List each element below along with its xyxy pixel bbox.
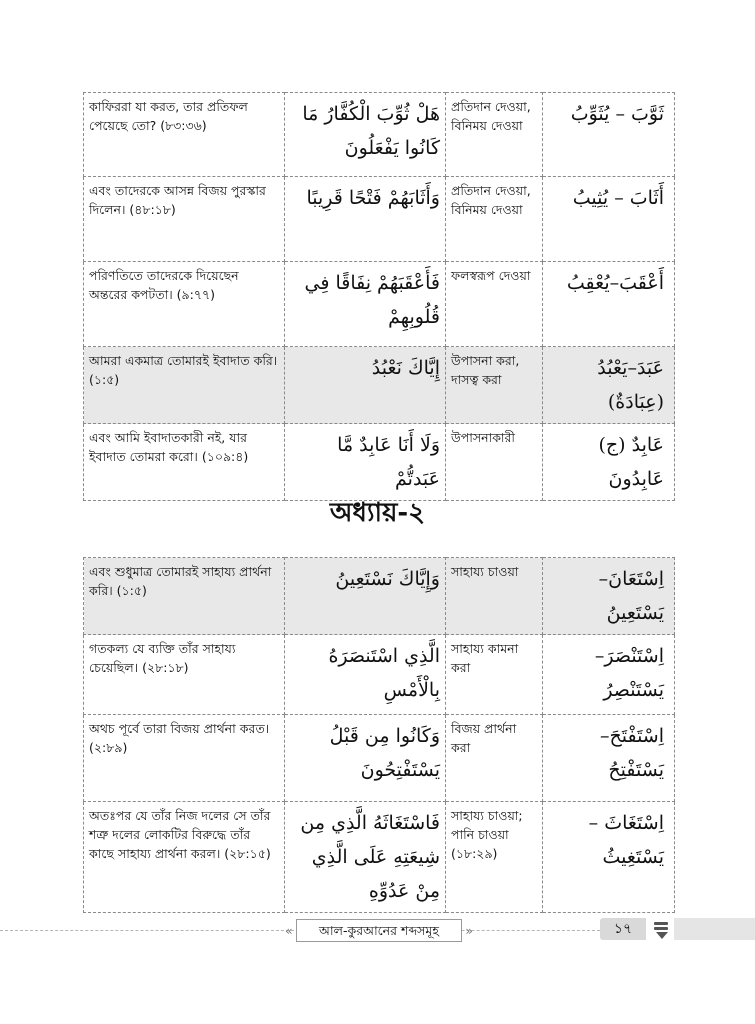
bangla-translation: আমরা একমাত্র তোমারই ইবাদাত করি। (১:৫)	[84, 347, 285, 424]
bangla-translation: অথচ পূর্বে তারা বিজয় প্রার্থনা করত। (২:৮৯)	[84, 715, 285, 802]
arabic-word: ثَوَّبَ – يُثَوِّبُ	[543, 93, 675, 177]
vocabulary-table-1	[83, 92, 675, 501]
arabic-word: اِسْتَغَاثَ – يَسْتَغِيثُ	[543, 802, 675, 913]
bangla-translation: অতঃপর যে তাঁর নিজ দলের সে তাঁর শত্রু দলের লোকটির বিরুদ্ধে তাঁর কাছে সাহায্য প্রার্থনা করল। (২৮:১৫)	[84, 802, 285, 913]
table-row	[84, 177, 675, 262]
page-number: ১৭	[600, 918, 646, 940]
arabic-verse: فَاسْتَغَاثَهُ الَّذِي مِن شِيعَتِهِ عَلَى الَّذِي مِنْ عَدُوِّهِ	[285, 802, 446, 913]
word-meaning: ফলস্বরূপ দেওয়া	[446, 262, 543, 347]
word-meaning: প্রতিদান দেওয়া, বিনিময় দেওয়া	[446, 93, 543, 177]
arabic-verse: إِيَّاكَ نَعْبُدُ	[285, 347, 446, 424]
arabic-word: اِسْتَعَانَ–يَسْتَعِينُ	[543, 558, 675, 635]
footer-band	[674, 918, 755, 940]
bangla-translation: গতকল্য যে ব্যক্তি তাঁর সাহায্য চেয়েছিল। (২৮:১৮)	[84, 635, 285, 715]
table-row	[84, 262, 675, 347]
arabic-word: أَثَابَ – يُثِيبُ	[543, 177, 675, 262]
table-row	[84, 802, 675, 913]
bangla-translation: এবং আমি ইবাদাতকারী নই, যার ইবাদাত তোমরা করো। (১০৯:৪)	[84, 424, 285, 501]
bangla-translation: পরিণতিতে তাদেরকে দিয়েছেন অন্তরের কপটতা। (৯:৭৭)	[84, 262, 285, 347]
word-meaning: সাহায্য কামনা করা	[446, 635, 543, 715]
book-icon	[652, 918, 672, 940]
arabic-verse: هَلْ ثُوِّبَ الْكُفَّارُ مَا كَانُوا يَفْعَلُونَ	[285, 93, 446, 177]
arabic-word: اِسْتَفْتَحَ–يَسْتَفْتِحُ	[543, 715, 675, 802]
bangla-translation: এবং তাদেরকে আসন্ন বিজয় পুরস্কার দিলেন। (৪৮:১৮)	[84, 177, 285, 262]
word-meaning: সাহায্য চাওয়া; পানি চাওয়া (১৮:২৯)	[446, 802, 543, 913]
arabic-word: عَابِدٌ (ج) عَابِدُونَ	[543, 424, 675, 501]
arabic-verse: وَكَانُوا مِن قَبْلُ يَسْتَفْتِحُونَ	[285, 715, 446, 802]
arabic-word: عَبَدَ–يَعْبُدُ (عِبَادَةٌ)	[543, 347, 675, 424]
table-row	[84, 715, 675, 802]
vocabulary-table-2	[83, 557, 675, 913]
word-meaning: প্রতিদান দেওয়া, বিনিময় দেওয়া	[446, 177, 543, 262]
arabic-verse: وَلَا أَنَا عَابِدٌ مَّا عَبَدتُّمْ	[285, 424, 446, 501]
arabic-word: اِسْتَنْصَرَ–يَسْتَنْصِرُ	[543, 635, 675, 715]
arabic-verse: فَأَعْقَبَهُمْ نِفَاقًا فِي قُلُوبِهِمْ	[285, 262, 446, 347]
table-row	[84, 347, 675, 424]
table-row	[84, 635, 675, 715]
table-row	[84, 558, 675, 635]
bangla-translation: এবং শুধুমাত্র তোমারই সাহায্য প্রার্থনা করি। (১:৫)	[84, 558, 285, 635]
table-row	[84, 93, 675, 177]
arabic-verse: وَإِيَّاكَ نَسْتَعِينُ	[285, 558, 446, 635]
arabic-verse: الَّذِي اسْتَنصَرَهُ بِالْأَمْسِ	[285, 635, 446, 715]
chapter-title: অধ্যায়-২	[329, 498, 426, 528]
word-meaning: বিজয় প্রার্থনা করা	[446, 715, 543, 802]
word-meaning: উপাসনা করা, দাসত্ব করা	[446, 347, 543, 424]
bangla-translation: কাফিররা যা করত, তার প্রতিফল পেয়েছে তো? (৮৩:৩৬)	[84, 93, 285, 177]
footer-book-title: « আল-কুরআনের শব্দসমূহ »	[296, 919, 462, 942]
table-row	[84, 424, 675, 501]
arabic-word: أَعْقَبَ–يُعْقِبُ	[543, 262, 675, 347]
arabic-verse: وَأَثَابَهُمْ فَتْحًا قَرِيبًا	[285, 177, 446, 262]
word-meaning: সাহায্য চাওয়া	[446, 558, 543, 635]
word-meaning: উপাসনাকারী	[446, 424, 543, 501]
